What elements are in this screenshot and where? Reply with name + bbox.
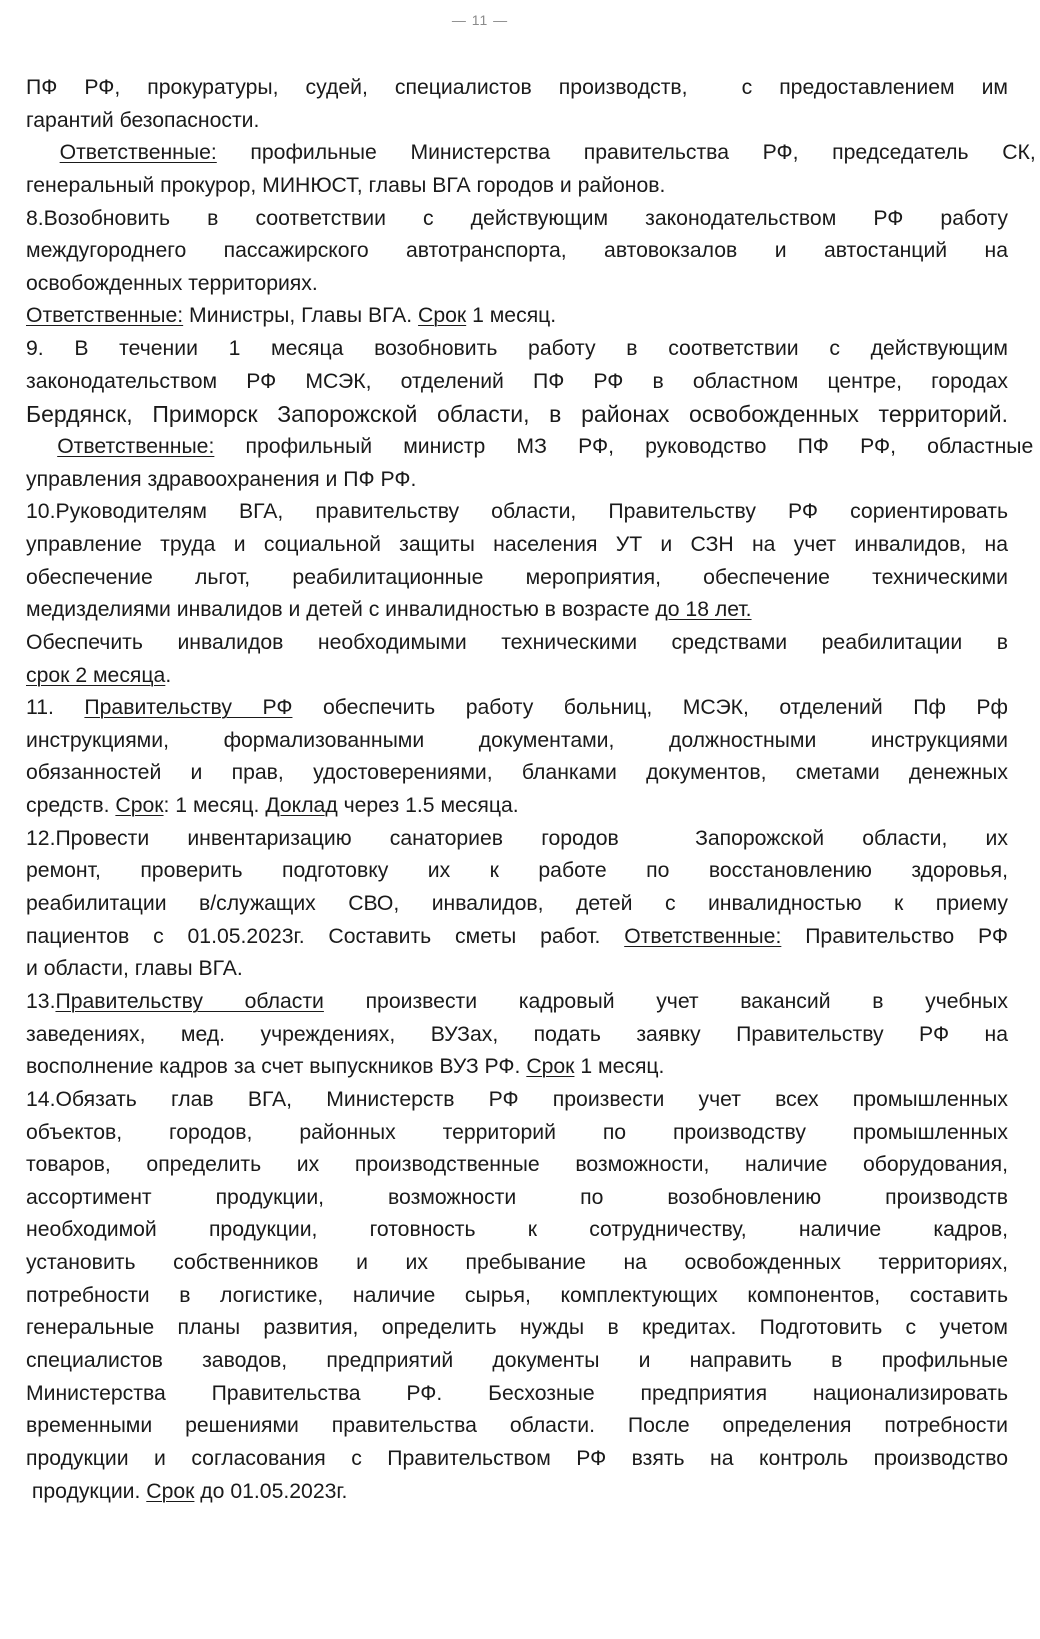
text-line: [26, 268, 1008, 301]
line-text: пациентов с 01.05.2023г. Составить сметы работ.: [26, 924, 625, 948]
line-text: инструкциями, формализованными документами, должностными инструкциями: [26, 728, 1008, 752]
line-text: обеспечить работу больниц, МСЭК, отделений Пф Рф: [292, 696, 1008, 720]
line-text: реабилитации в/служащих СВО, инвалидов, детей с инвалидностью к приему: [26, 892, 1008, 916]
line-text: 11.: [26, 696, 85, 720]
line-text: Правительство РФ: [781, 924, 1008, 948]
underlined-text: Срок: [526, 1055, 575, 1079]
line-text: Министры, Главы ВГА.: [183, 304, 419, 328]
line-text: 9. В течении 1 месяца возобновить работу в соответствии с действующим: [26, 337, 1008, 361]
text-line: [26, 235, 1008, 268]
line-text: установить собственников и их пребывание на освобожденных территориях,: [26, 1251, 1008, 1275]
document-body: [26, 72, 1036, 1508]
text-line: [26, 562, 1008, 595]
text-line: [26, 986, 1008, 1019]
line-text: 12.Провести инвентаризацию санаториев городов Запорожской области, их: [26, 826, 1008, 850]
text-line: [26, 627, 1008, 660]
underlined-text: Срок: [115, 794, 164, 818]
text-line: [26, 137, 1036, 170]
text-line: [26, 1247, 1008, 1280]
underlined-text: Срок: [146, 1479, 195, 1503]
line-text: [26, 141, 60, 164]
text-line: [26, 1019, 1008, 1052]
underlined-text: Ответственные:: [624, 924, 782, 948]
line-text: восполнение кадров за счет выпускников ВУЗ РФ.: [26, 1055, 527, 1079]
text-line: [26, 888, 1008, 921]
line-text: 10.Руководителям ВГА, правительству области, Правительству РФ сориентировать: [26, 500, 1008, 524]
line-text: профильные Министерства правительства РФ, председатель СК,: [216, 141, 1036, 165]
line-text: 8.Возобновить в соответствии с действующим законодательством РФ работу: [26, 206, 1008, 230]
text-line: [26, 594, 1008, 627]
line-text: : 1 месяц.: [163, 794, 266, 818]
underlined-text: Ответственные:: [59, 141, 217, 165]
text-line: [26, 1345, 1008, 1378]
text-line: [26, 660, 1008, 693]
text-line: [26, 1476, 1008, 1509]
line-text: до 01.05.2023г.: [194, 1479, 348, 1503]
line-text: .: [165, 663, 172, 687]
text-line: [26, 1378, 1008, 1411]
line-text: 14.Обязать глав ВГА, Министерств РФ произвести учет всех промышленных: [26, 1087, 1008, 1111]
line-text: Министерства Правительства РФ. Бесхозные предприятия национализировать: [26, 1381, 1008, 1405]
text-line: [26, 366, 1008, 399]
text-line: [26, 203, 1008, 236]
line-text: 1 месяц.: [466, 304, 557, 328]
line-text: необходимой продукции, готовность к сотрудничеству, наличие кадров,: [26, 1218, 1008, 1242]
text-line: [26, 170, 1008, 203]
text-line: [26, 1117, 1008, 1150]
underlined-text: Ответственные:: [26, 304, 184, 328]
text-line: [26, 464, 1008, 497]
line-text: генеральные планы развития, определить нужды в кредитах. Подготовить с учетом: [26, 1316, 1008, 1340]
line-text: освобожденных территориях.: [26, 271, 318, 295]
line-text: продукции.: [31, 1479, 147, 1503]
text-line: [26, 1084, 1008, 1117]
line-text: ПФ РФ, прокуратуры, судей, специалистов производств, с предоставлением им: [26, 76, 1008, 99]
line-text: объектов, городов, районных территорий по производству промышленных: [26, 1120, 1008, 1144]
text-line: [26, 1051, 1008, 1084]
line-text: и области, главы ВГА.: [26, 957, 243, 981]
underlined-text: Срок: [418, 304, 467, 328]
underlined-text: до 18 лет.: [655, 598, 752, 622]
line-text: потребности в логистике, наличие сырья, комплектующих компонентов, составить: [26, 1283, 1008, 1307]
page-number: — 11 —: [451, 12, 509, 28]
text-line: [26, 1410, 1008, 1443]
text-line: [26, 529, 1008, 562]
text-line: [26, 496, 1008, 529]
underlined-text: Правительству РФ: [84, 696, 293, 720]
text-line: [26, 790, 1008, 823]
text-line: [26, 921, 1008, 954]
text-line: [26, 1312, 1008, 1345]
line-text: специалистов заводов, предприятий документы и направить в профильные: [26, 1348, 1008, 1372]
line-text: ремонт, проверить подготовку их к работе по восстановлению здоровья,: [26, 859, 1008, 883]
line-text: междугороднего пассажирского автотранспорта, автовокзалов и автостанций на: [26, 239, 1008, 263]
text-line: [26, 953, 1008, 986]
text-line: [26, 1443, 1008, 1476]
underlined-text: Правительству области: [55, 989, 324, 1013]
line-text: гарантий безопасности.: [26, 108, 260, 132]
text-line: [26, 1182, 1008, 1215]
line-text: генеральный прокурор, МИНЮСТ, главы ВГА городов и районов.: [26, 173, 666, 197]
underlined-text: Доклад: [265, 794, 338, 818]
text-line: [26, 757, 1008, 790]
line-text: обязанностей и прав, удостоверениями, бланками документов, сметами денежных: [26, 761, 1008, 785]
line-text: Обеспечить инвалидов необходимыми техническими средствами реабилитации в: [26, 630, 1008, 654]
line-text: Бердянск, Приморск Запорожской области, в районах освобожденных территорий.: [26, 401, 1008, 428]
line-text: через 1.5 месяца.: [337, 794, 519, 818]
line-text: законодательством РФ МСЭК, отделений ПФ РФ в областном центре, городах: [26, 369, 1008, 393]
line-text: обеспечение льгот, реабилитационные мероприятия, обеспечение техническими: [26, 565, 1008, 589]
line-text: медизделиями инвалидов и детей с инвалидностью в возрасте: [26, 598, 656, 622]
line-text: 1 месяц.: [574, 1055, 665, 1079]
line-text: 13.: [26, 989, 56, 1013]
text-line: [26, 105, 1008, 138]
text-line: [26, 692, 1008, 725]
text-line: [26, 1280, 1008, 1313]
text-line: [26, 300, 1008, 333]
line-text: произвести кадровый учет вакансий в учебных: [323, 989, 1008, 1013]
text-line: [26, 855, 1008, 888]
text-line: [26, 431, 1034, 464]
line-text: средств.: [26, 794, 116, 818]
line-text: заведениях, мед. учреждениях, ВУЗах, подать заявку Правительству РФ на: [26, 1022, 1008, 1046]
text-line: [26, 823, 1008, 856]
underlined-text: срок 2 месяца: [26, 663, 166, 687]
underlined-text: Ответственные:: [57, 435, 215, 459]
line-text: управление труда и социальной защиты населения УТ и СЗН на учет инвалидов, на: [26, 532, 1008, 556]
line-text: [26, 435, 57, 458]
line-text: товаров, определить их производственные возможности, наличие оборудования,: [26, 1153, 1008, 1177]
line-text: управления здравоохранения и ПФ РФ.: [26, 467, 417, 491]
text-line: [26, 725, 1008, 758]
line-text: временными решениями правительства области. После определения потребности: [26, 1414, 1008, 1438]
text-line: [26, 333, 1008, 366]
text-line: [26, 1149, 1008, 1182]
line-text: продукции и согласования с Правительством РФ взять на контроль производство: [26, 1446, 1008, 1470]
line-text: профильный министр МЗ РФ, руководство ПФ РФ, областные: [214, 435, 1034, 459]
text-line: [26, 398, 1008, 431]
text-line: [26, 1214, 1008, 1247]
text-line: [26, 72, 1008, 105]
line-text: ассортимент продукции, возможности по возобновлению производств: [26, 1185, 1008, 1209]
